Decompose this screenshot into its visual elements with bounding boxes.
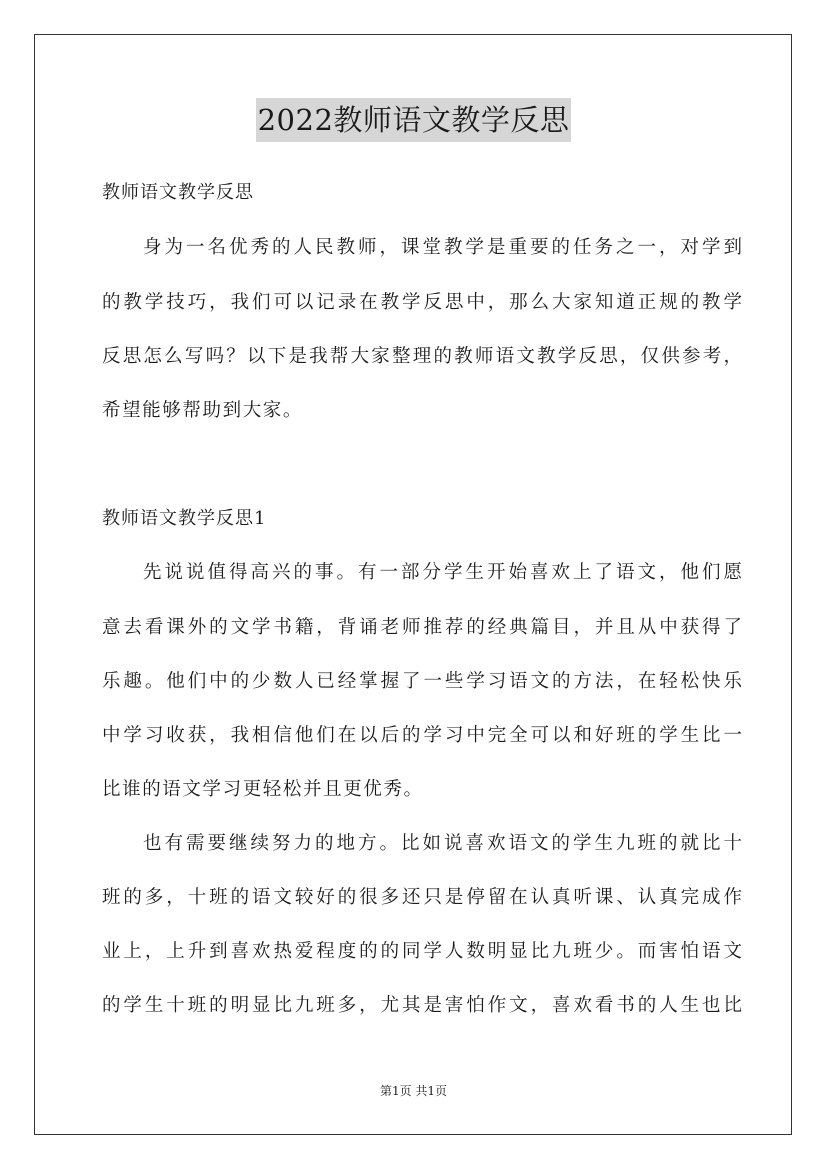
document-title: 2022教师语文教学反思 — [256, 98, 572, 142]
section1-heading: 教师语文教学反思1 — [102, 508, 267, 529]
section1-para1-line: 先说说值得高兴的事。有一部分学生开始喜欢上了语文，他们愿 — [143, 562, 742, 583]
intro-heading: 教师语文教学反思 — [102, 182, 254, 203]
title-container — [0, 98, 827, 142]
section1-para2-line: 的学生十班的明显比九班多，尤其是害怕作文，喜欢看书的人生也比 — [102, 995, 742, 1016]
page-number: 第1页 共1页 — [379, 1084, 448, 1098]
section1-para1-line: 乐趣。他们中的少数人已经掌握了一些学习语文的方法，在轻松快乐 — [102, 671, 742, 692]
section1-para2-line: 也有需要继续努力的地方。比如说喜欢语文的学生九班的就比十 — [143, 833, 742, 854]
intro-line: 希望能够帮助到大家。 — [102, 400, 304, 421]
intro-line: 身为一名优秀的人民教师，课堂教学是重要的任务之一，对学到 — [143, 237, 742, 258]
section1-para1-line: 意去看课外的文学书籍，背诵老师推荐的经典篇目，并且从中获得了 — [102, 617, 742, 638]
section1-para1-line: 中学习收获，我相信他们在以后的学习中完全可以和好班的学生比一 — [102, 725, 742, 746]
section1-para2-line: 业上，上升到喜欢热爱程度的的同学人数明显比九班少。而害怕语文 — [102, 941, 742, 962]
intro-line: 的教学技巧，我们可以记录在教学反思中，那么大家知道正规的教学 — [102, 292, 742, 313]
intro-line: 反思怎么写吗？以下是我帮大家整理的教师语文教学反思，仅供参考， — [102, 346, 742, 367]
section1-para1-line: 比谁的语文学习更轻松并且更优秀。 — [102, 779, 424, 800]
section1-para2-line: 班的多，十班的语文较好的很多还只是停留在认真听课、认真完成作 — [102, 887, 742, 908]
